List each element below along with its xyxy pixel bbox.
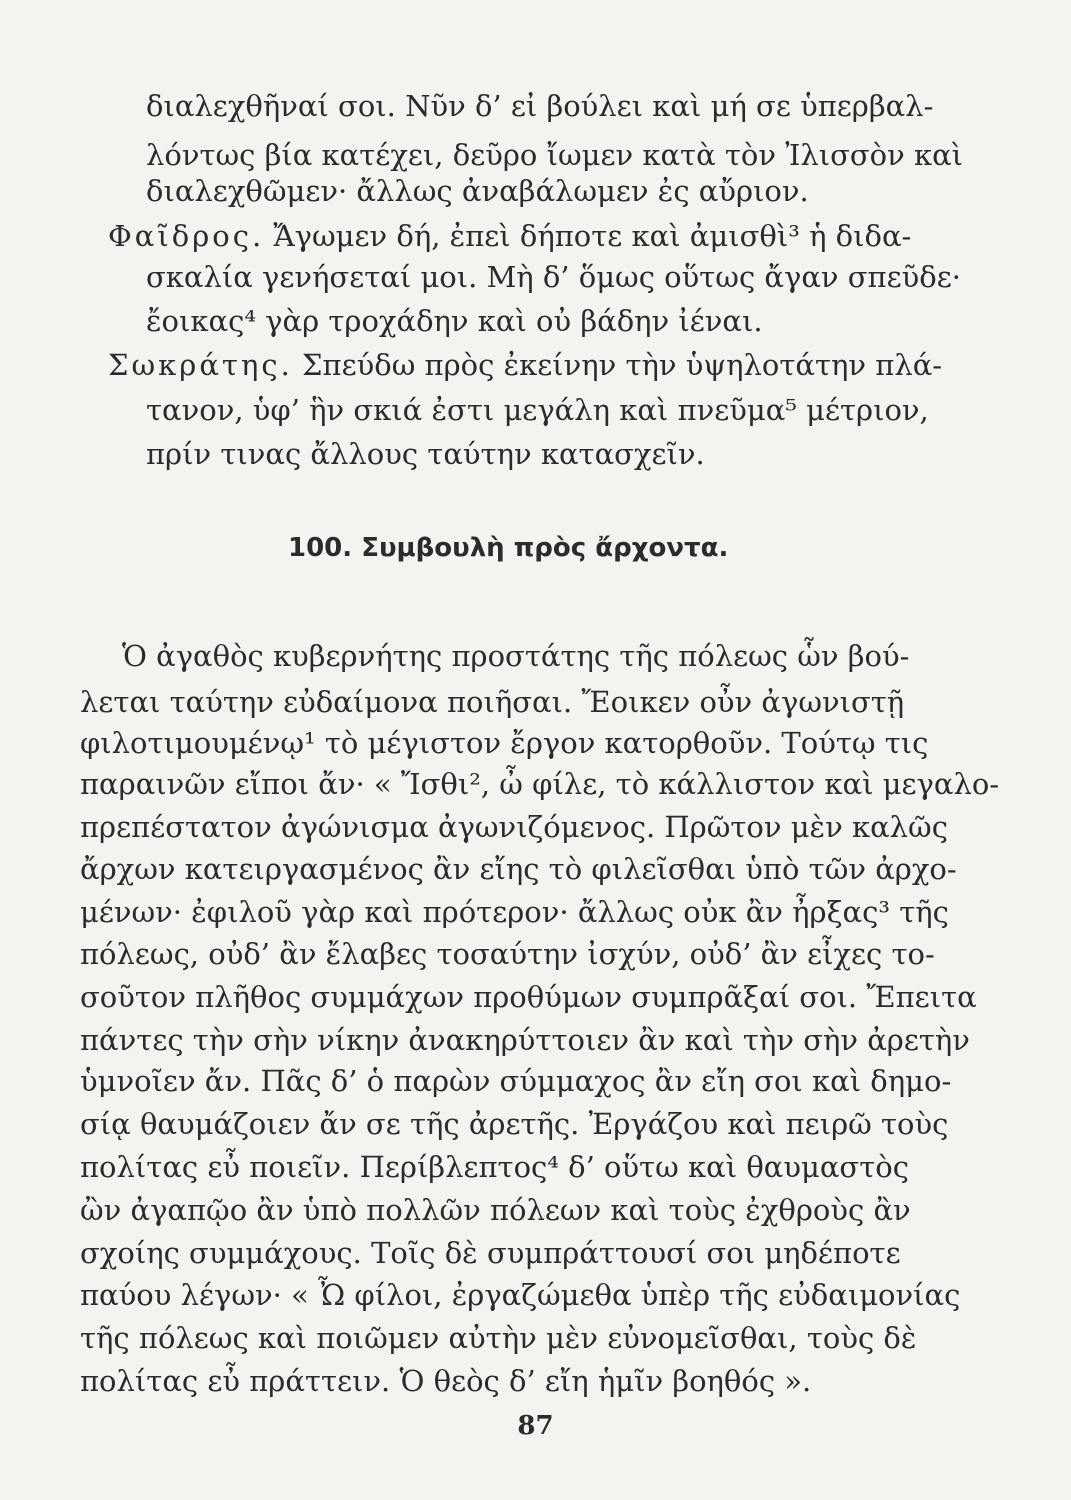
dialogue-line: διαλεχθῶμεν· ἄλλως ἀναβάλωμεν ἐς αὔριον.: [146, 174, 809, 208]
paragraph-line: Ὁ ἀγαθὸς κυβερνήτης προστάτης τῆς πόλεως ὧν βού-: [122, 639, 910, 673]
dialogue-line: λόντως βία κατέχει, δεῦρο ἴωμεν κατὰ τὸν Ἰλισσὸν καὶ: [146, 138, 964, 172]
section-title: Συμβουλὴ πρὸς ἄρχοντα.: [361, 533, 729, 563]
paragraph-line: πολίτας εὖ πράττειν. Ὁ θεὸς δ’ εἴη ἡμῖν βοηθός ».: [80, 1364, 812, 1398]
speaker-name: Σωκράτης.: [108, 348, 293, 382]
paragraph-line: παραινῶν εἴποι ἄν· « Ἴσθι², ὦ φίλε, τὸ κάλλιστον καὶ μεγαλο-: [80, 767, 1000, 801]
section-heading: [288, 530, 728, 566]
dialogue-line: τανον, ὑφ’ ἣν σκιά ἐστι μεγάλη καὶ πνεῦμα⁵ μέτριον,: [146, 393, 929, 427]
section-number: 100.: [288, 533, 353, 563]
speaker-name: Φαῖδρος.: [108, 219, 265, 253]
paragraph-line: φιλοτιμουμένῳ¹ τὸ μέγιστον ἔργον κατορθοῦν. Τούτῳ τις: [80, 726, 929, 760]
paragraph-line: σοῦτον πλῆθος συμμάχων προθύμων συμπρᾶξαί σοι. Ἔπειτα: [80, 980, 977, 1014]
dialogue-line: πρίν τινας ἄλλους ταύτην κατασχεῖν.: [146, 437, 705, 471]
paragraph-line: σχοίης συμμάχους. Τοῖς δὲ συμπράττουσί σοι μηδέποτε: [80, 1236, 901, 1270]
paragraph-line: μένων· ἐφιλοῦ γὰρ καὶ πρότερον· ἄλλως οὐκ ἂν ἦρξας³ τῆς: [80, 895, 949, 929]
dialogue-line: Φαῖδρος. Ἄγωμεν δή, ἐπεὶ δήποτε καὶ ἀμισθὶ³ ἡ διδα-: [108, 219, 912, 253]
paragraph-line: παύου λέγων· « Ὦ φίλοι, ἐργαζώμεθα ὑπὲρ τῆς εὐδαιμονίας: [80, 1278, 961, 1312]
paragraph-line: σίᾳ θαυμάζοιεν ἄν σε τῆς ἀρετῆς. Ἐργάζου καὶ πειρῶ τοὺς: [80, 1107, 949, 1141]
paragraph-line: ὑμνοῖεν ἄν. Πᾶς δ’ ὁ παρὼν σύμμαχος ἂν εἴη σοι καὶ δημο-: [80, 1064, 952, 1098]
paragraph-line: πρεπέστατον ἀγώνισμα ἀγωνιζόμενος. Πρῶτον μὲν καλῶς: [80, 810, 948, 844]
paragraph-line: ἄρχων κατειργασμένος ἂν εἴης τὸ φιλεῖσθαι ὑπὸ τῶν ἀρχο-: [80, 852, 957, 886]
dialogue-line: διαλεχθῆναί σοι. Νῦν δ’ εἰ βούλει καὶ μή σε ὑπερβαλ-: [146, 89, 934, 123]
paragraph-line: τῆς πόλεως καὶ ποιῶμεν αὐτὴν μὲν εὐνομεῖσθαι, τοὺς δὲ: [80, 1321, 917, 1355]
paragraph-line: ὢν ἀγαπῷο ἂν ὑπὸ πολλῶν πόλεων καὶ τοὺς ἐχθροὺς ἂν: [80, 1193, 911, 1227]
dialogue-line: σκαλία γενήσεταί μοι. Μὴ δ’ ὅμως οὕτως ἄγαν σπεῦδε·: [146, 260, 961, 294]
paragraph-line: λεται ταύτην εὐδαίμονα ποιῆσαι. Ἔοικεν οὖν ἀγωνιστῇ: [80, 685, 905, 719]
paragraph-line: πολίτας εὖ ποιεῖν. Περίβλεπτος⁴ δ’ οὕτω καὶ θαυμαστὸς: [80, 1150, 909, 1184]
paragraph-line: πόλεως, οὐδ’ ἂν ἔλαβες τοσαύτην ἰσχύν, οὐδ’ ἂν εἶχες το-: [80, 937, 935, 971]
dialogue-line: ἔοικας⁴ γὰρ τροχάδην καὶ οὐ βάδην ἰέναι.: [146, 304, 763, 338]
dialogue-line: Σωκράτης. Σπεύδω πρὸς ἐκείνην τὴν ὑψηλοτάτην πλά-: [108, 348, 943, 382]
paragraph-line: πάντες τὴν σὴν νίκην ἀνακηρύττοιεν ἂν καὶ τὴν σὴν ἀρετὴν: [80, 1023, 970, 1057]
page-number: 87: [517, 1411, 554, 1441]
